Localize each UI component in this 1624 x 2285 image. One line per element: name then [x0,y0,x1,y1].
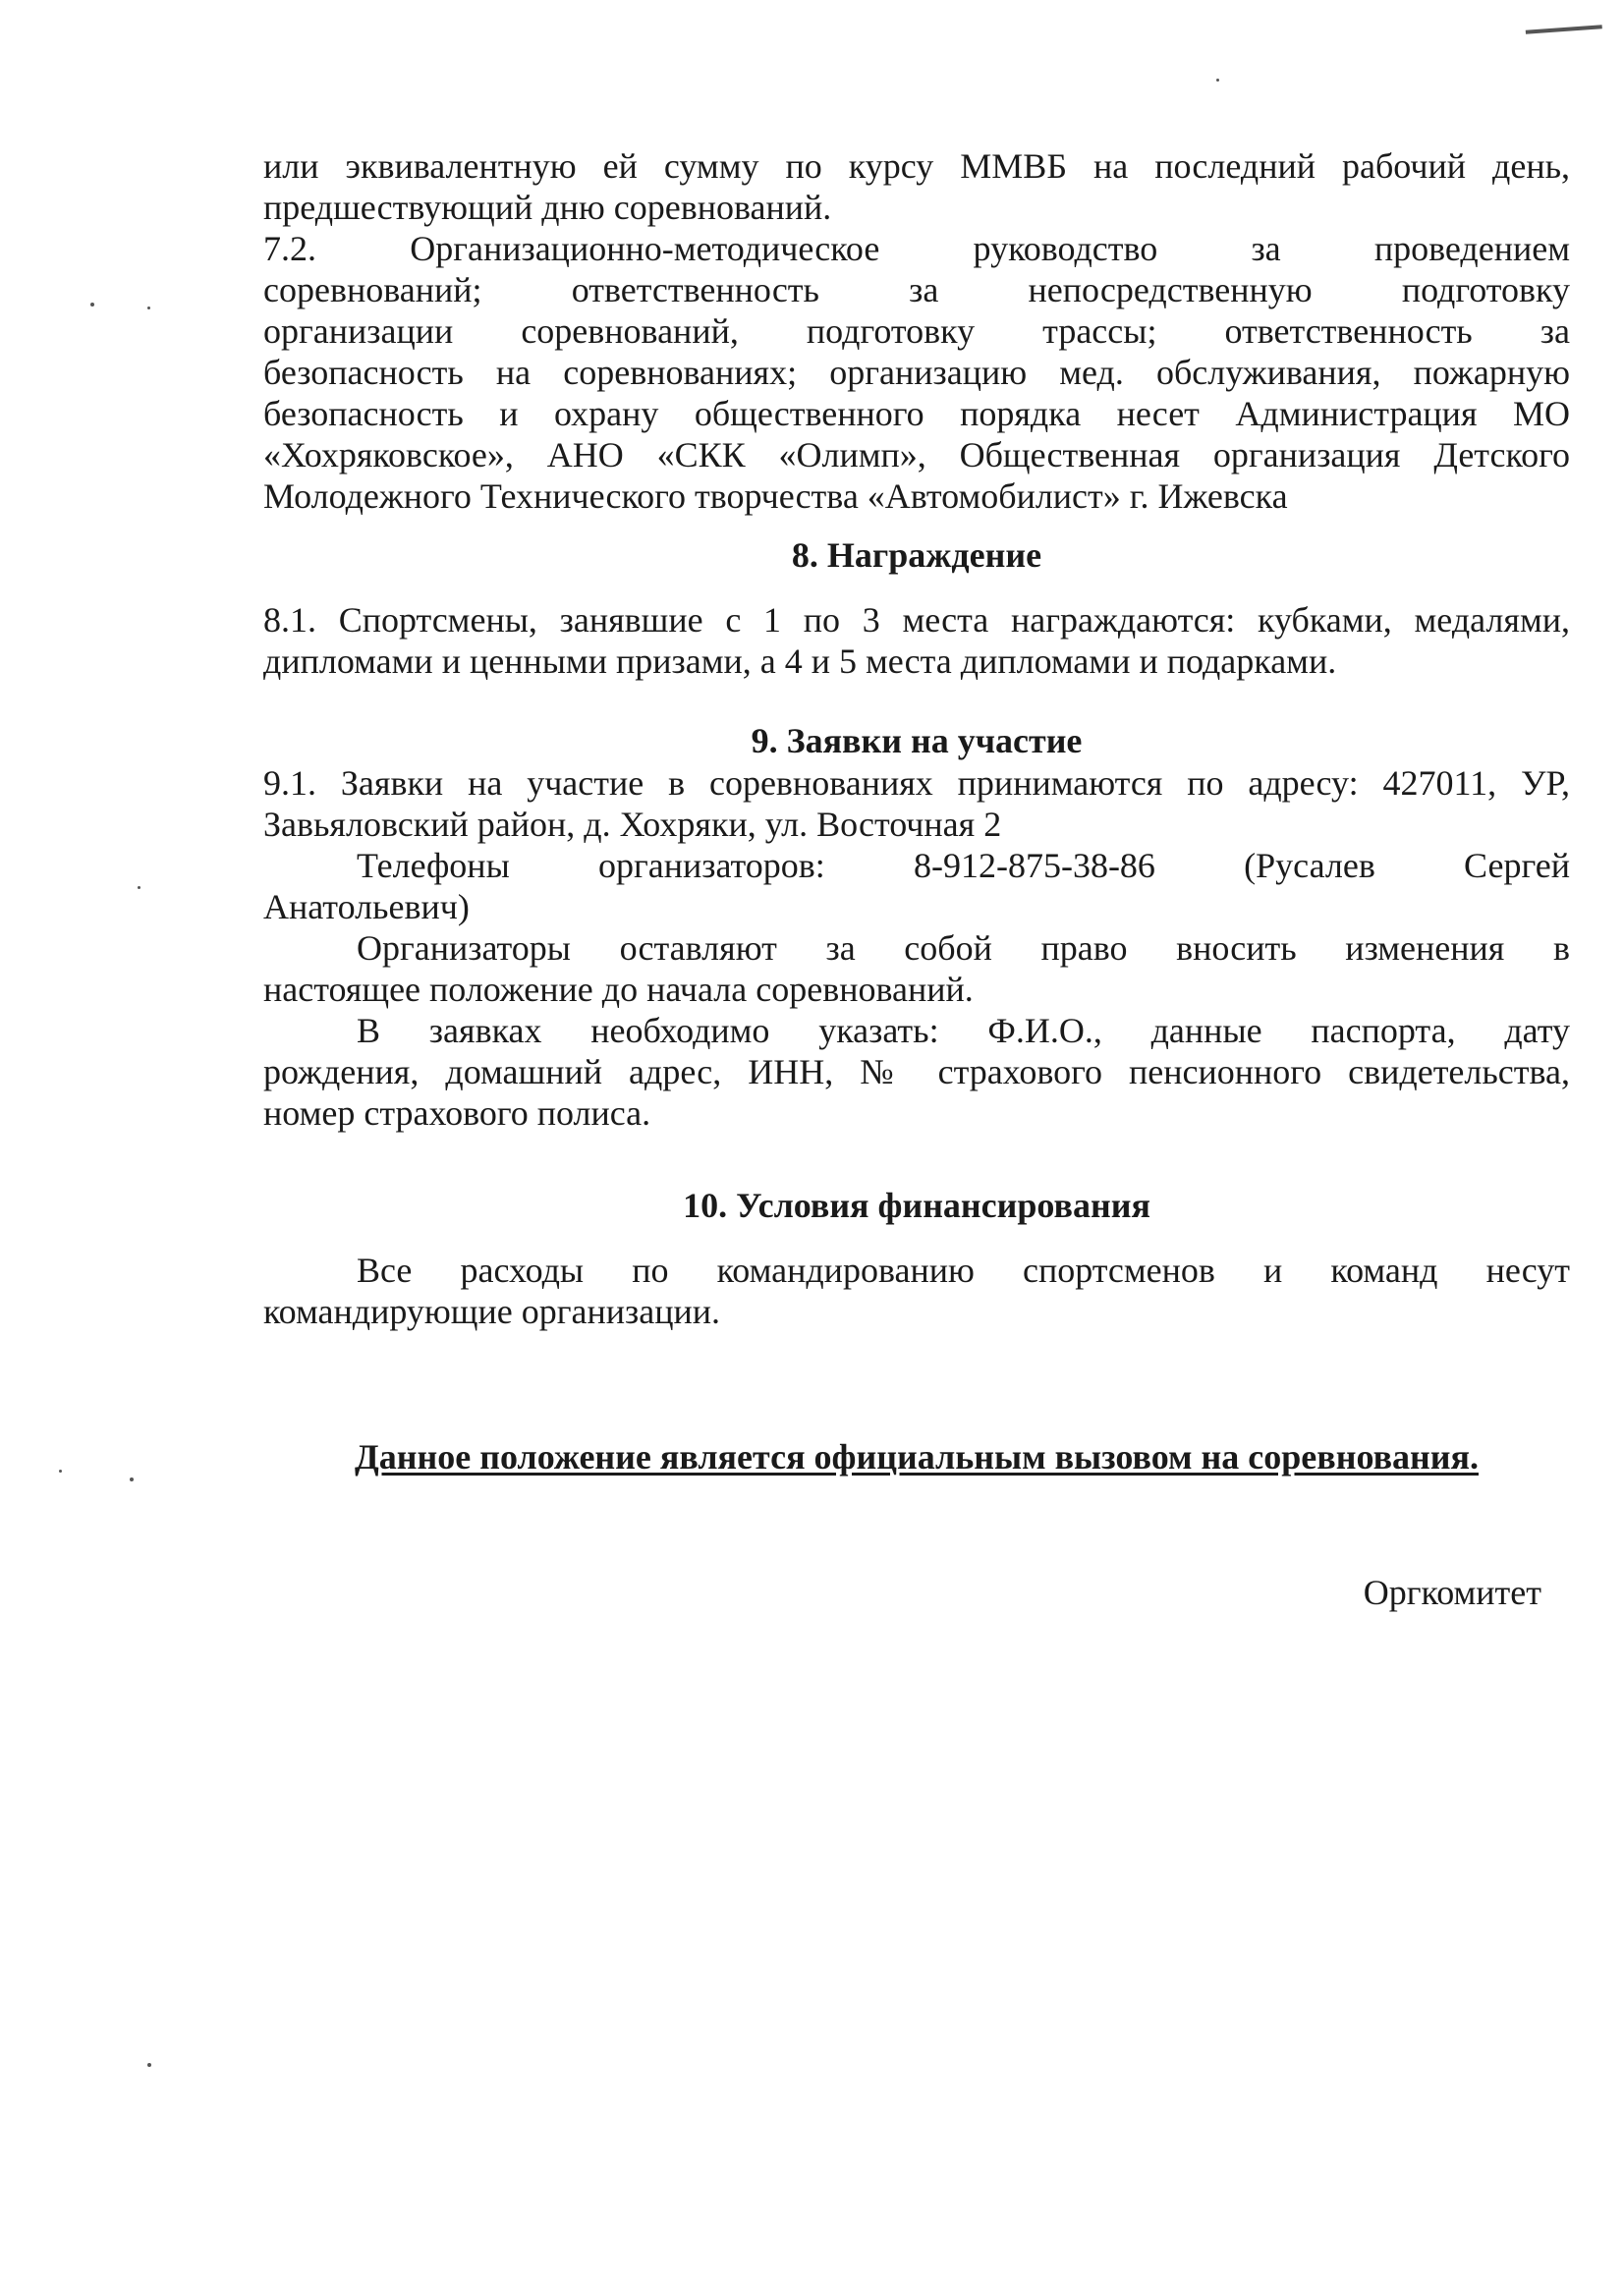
text-line: Завьяловский район, д. Хохряки, ул. Восточная 2 [263,805,1002,844]
text-line: дипломами и ценными призами, а 4 и 5 места дипломами и подарками. [263,641,1337,681]
section-8-heading: 8. Награждение [791,535,1042,575]
text-line: Анатольевич) [263,887,470,926]
text-line: безопасность и охрану общественного порядка несет Администрация МО [263,394,1570,433]
scan-speck [90,303,94,307]
official-call-statement: Данное положение является официальным вызовом на соревнования. [355,1437,1479,1477]
text-line: 9.1. Заявки на участие в соревнованиях принимаются по адресу: 427011, УР, [263,763,1570,803]
scan-speck [147,307,150,309]
text-line: Телефоны организаторов: 8-912-875-38-86 (Русалев Сергей [357,846,1570,885]
scan-mark [1526,25,1603,39]
text-line: рождения, домашний адрес, ИНН, № страхового пенсионного свидетельства, [263,1052,1570,1091]
scan-speck [147,2063,151,2067]
text-line: Организаторы оставляют за собой право вносить изменения в [357,928,1570,968]
section-9-text [263,762,1570,1134]
text-line: 8.1. Спортсмены, занявшие с 1 по 3 места награждаются: кубками, медалями, [263,600,1570,640]
text-line: или эквивалентную ей сумму по курсу ММВБ на последний рабочий день, [263,146,1570,186]
text-line: командирующие организации. [263,1292,720,1331]
section-8-text [263,599,1570,682]
organizing-committee-signature: Оргкомитет [1363,1573,1541,1612]
section-10-heading: 10. Условия финансирования [683,1186,1150,1225]
text-line: организации соревнований, подготовку трассы; ответственность за [263,311,1570,351]
scan-speck [1216,79,1219,82]
text-line: предшествующий дню соревнований. [263,188,832,227]
text-line: номер страхового полиса. [263,1093,651,1133]
text-line: Все расходы по командированию спортсменов и команд несут [357,1251,1570,1290]
scan-speck [138,886,140,889]
section-7-text [263,145,1570,517]
text-line: 7.2. Организационно-методическое руководство за проведением [263,229,1570,268]
text-line: Молодежного Технического творчества «Автомобилист» г. Ижевска [263,476,1288,516]
scan-speck [59,1470,62,1473]
text-line: безопасность на соревнованиях; организацию мед. обслуживания, пожарную [263,353,1570,392]
scan-speck [130,1477,134,1481]
text-line: настоящее положение до начала соревнований. [263,970,974,1009]
text-line: соревнований; ответственность за непосредственную подготовку [263,270,1570,309]
text-line: В заявках необходимо указать: Ф.И.О., данные паспорта, дату [357,1011,1570,1050]
section-10-text [263,1250,1570,1332]
section-9-heading: 9. Заявки на участие [751,721,1083,760]
text-line: «Хохряковское», АНО «СКК «Олимп», Общественная организация Детского [263,435,1570,474]
